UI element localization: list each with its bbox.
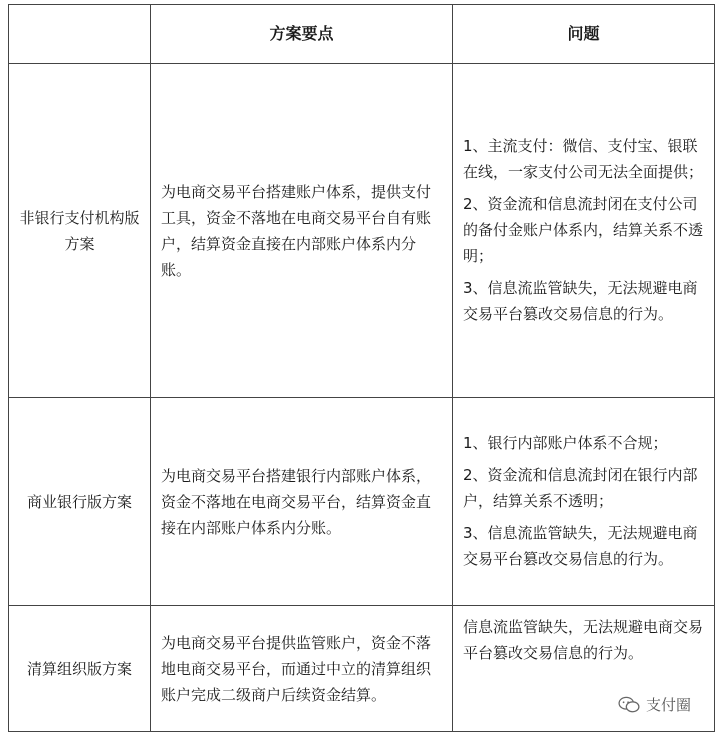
issue-item: 3、信息流监管缺失，无法规避电商交易平台篡改交易信息的行为。 [463,278,698,323]
row-issues-cell [453,398,715,606]
table-row [9,64,715,398]
row-issues-cell [453,64,715,398]
header-key-points: 方案要点 [151,5,453,64]
table-header-row [9,5,715,64]
row-desc-cell [151,64,453,398]
row-desc: 为电商交易平台搭建账户体系，提供支付工具，资金不落地在电商交易平台自有账户，结算资金直接在内部账户体系内分账。 [161,182,432,279]
issue-item: 2、资金流和信息流封闭在支付公司的备付金账户体系内，结算关系不透明； [463,194,704,265]
header-empty-cell [9,5,151,64]
table-row [9,398,715,606]
row-desc: 为电商交易平台搭建银行内部账户体系，资金不落地在电商交易平台，结算资金直接在内部账户体系内分账。 [161,466,432,537]
wechat-official-account-icon [618,696,640,714]
watermark [618,694,691,715]
table-row [9,606,715,732]
row-desc-cell [151,398,453,606]
issue-item: 3、信息流监管缺失，无法规避电商交易平台篡改交易信息的行为。 [463,523,698,568]
row-name-cell [9,64,151,398]
row-name-cell [9,398,151,606]
row-name: 清算组织版方案 [26,659,132,678]
issue-item: 1、银行内部账户体系不合规； [463,433,668,452]
issue-item: 2、资金流和信息流封闭在银行内部户，结算关系不透明； [463,465,698,510]
row-desc: 为电商交易平台提供监管账户，资金不落地电商交易平台，而通过中立的清算组织账户完成二级商户后续资金结算。 [161,633,432,704]
issue-item: 1、主流支付：微信、支付宝、银联在线，一家支付公司无法全面提供； [463,136,704,181]
row-name-cell [9,606,151,732]
row-desc-cell [151,606,453,732]
solutions-table [8,4,715,732]
row-name: 非银行支付机构版方案 [19,208,140,253]
header-issues: 问题 [453,5,715,64]
issue-item: 信息流监管缺失，无法规避电商交易平台篡改交易信息的行为。 [463,618,704,662]
watermark-text: 支付圈 [646,696,692,714]
row-name: 商业银行版方案 [26,492,132,511]
